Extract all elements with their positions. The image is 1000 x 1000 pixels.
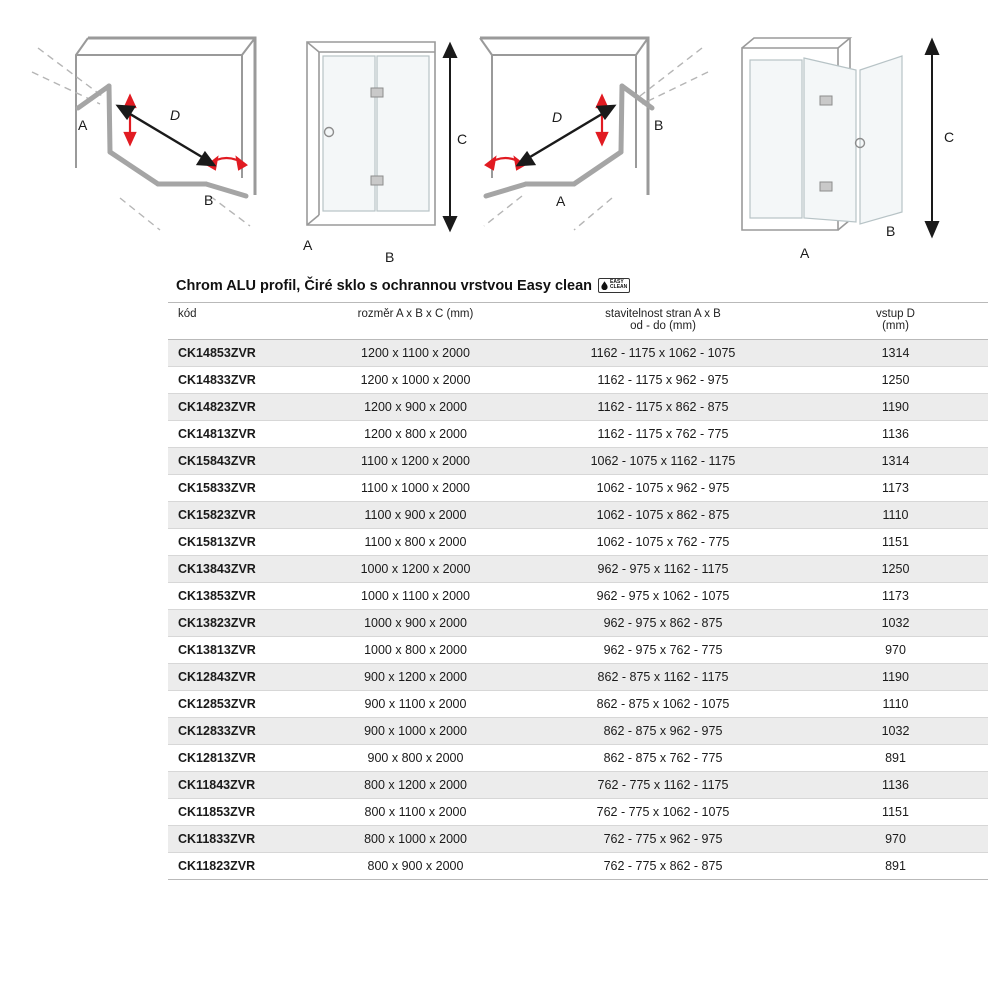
cell-size: 1100 x 1200 x 2000 <box>308 448 523 475</box>
cell-size: 800 x 1100 x 2000 <box>308 799 523 826</box>
cell-adjustability: 862 - 875 x 1062 - 1075 <box>523 691 803 718</box>
table-row <box>168 367 988 394</box>
table-header-row <box>168 303 988 340</box>
table-row <box>168 394 988 421</box>
table-row <box>168 475 988 502</box>
cell-entry: 1314 <box>803 340 988 367</box>
cell-entry: 1250 <box>803 367 988 394</box>
diagram1-label-d: D <box>170 107 181 123</box>
cell-adjustability: 862 - 875 x 962 - 975 <box>523 718 803 745</box>
cell-code: CK14823ZVR <box>168 394 308 421</box>
cell-code: CK14813ZVR <box>168 421 308 448</box>
cell-size: 900 x 800 x 2000 <box>308 745 523 772</box>
table-row <box>168 556 988 583</box>
cell-size: 800 x 1000 x 2000 <box>308 826 523 853</box>
cell-adjustability: 962 - 975 x 1162 - 1175 <box>523 556 803 583</box>
diagram1-label-a: A <box>78 117 88 133</box>
diagram2-label-a: A <box>303 237 313 253</box>
table-body <box>168 340 988 880</box>
diagram2-label-c: C <box>457 131 468 147</box>
cell-entry: 1190 <box>803 394 988 421</box>
cell-adjustability: 1162 - 1175 x 762 - 775 <box>523 421 803 448</box>
cell-adjustability: 1062 - 1075 x 762 - 775 <box>523 529 803 556</box>
cell-adjustability: 1062 - 1075 x 962 - 975 <box>523 475 803 502</box>
products-table <box>168 302 988 880</box>
easy-clean-badge <box>598 278 630 293</box>
diagram1-label-b: B <box>204 192 214 208</box>
table-row <box>168 637 988 664</box>
cell-size: 1000 x 1100 x 2000 <box>308 583 523 610</box>
cell-adjustability: 962 - 975 x 1062 - 1075 <box>523 583 803 610</box>
table-row <box>168 529 988 556</box>
diagram4-label-c: C <box>944 129 955 145</box>
cell-size: 1100 x 800 x 2000 <box>308 529 523 556</box>
cell-code: CK13843ZVR <box>168 556 308 583</box>
header-adjustability-line1: stavitelnost stran A x B <box>605 308 721 320</box>
cell-size: 1100 x 1000 x 2000 <box>308 475 523 502</box>
table-row <box>168 448 988 475</box>
cell-entry: 1314 <box>803 448 988 475</box>
cell-code: CK12833ZVR <box>168 718 308 745</box>
cell-entry: 970 <box>803 826 988 853</box>
cell-entry: 1136 <box>803 772 988 799</box>
cell-adjustability: 1062 - 1075 x 1162 - 1175 <box>523 448 803 475</box>
cell-adjustability: 762 - 775 x 862 - 875 <box>523 853 803 880</box>
table-row <box>168 826 988 853</box>
cell-size: 1100 x 900 x 2000 <box>308 502 523 529</box>
cell-size: 1000 x 1200 x 2000 <box>308 556 523 583</box>
cell-size: 800 x 1200 x 2000 <box>308 772 523 799</box>
cell-adjustability: 862 - 875 x 762 - 775 <box>523 745 803 772</box>
table-row <box>168 502 988 529</box>
cell-adjustability: 962 - 975 x 862 - 875 <box>523 610 803 637</box>
cell-adjustability: 862 - 875 x 1162 - 1175 <box>523 664 803 691</box>
cell-code: CK14833ZVR <box>168 367 308 394</box>
table-title-row <box>168 272 988 302</box>
table-row <box>168 718 988 745</box>
diagram4-label-a: A <box>800 245 810 261</box>
cell-adjustability: 962 - 975 x 762 - 775 <box>523 637 803 664</box>
cell-code: CK11823ZVR <box>168 853 308 880</box>
diagram-front-view-left <box>285 0 470 268</box>
header-adjustability <box>523 303 803 340</box>
table-row <box>168 610 988 637</box>
cell-entry: 891 <box>803 853 988 880</box>
cell-entry: 1190 <box>803 664 988 691</box>
diagram-top-view-left <box>10 0 280 268</box>
cell-size: 1200 x 900 x 2000 <box>308 394 523 421</box>
cell-adjustability: 1162 - 1175 x 1062 - 1075 <box>523 340 803 367</box>
table-head <box>168 303 988 340</box>
table-title: Chrom ALU profil, Čiré sklo s ochrannou vrstvou Easy clean <box>176 278 593 294</box>
cell-entry: 1173 <box>803 475 988 502</box>
cell-adjustability: 1162 - 1175 x 962 - 975 <box>523 367 803 394</box>
cell-adjustability: 762 - 775 x 962 - 975 <box>523 826 803 853</box>
diagram3-label-d: D <box>552 109 563 125</box>
cell-size: 800 x 900 x 2000 <box>308 853 523 880</box>
cell-code: CK15833ZVR <box>168 475 308 502</box>
cell-entry: 970 <box>803 637 988 664</box>
diagram3-label-b: B <box>654 117 664 133</box>
header-entry-line1: vstup D <box>876 308 915 320</box>
cell-size: 900 x 1100 x 2000 <box>308 691 523 718</box>
diagram3-label-a: A <box>556 193 566 209</box>
header-adjustability-line2: od - do (mm) <box>630 320 696 332</box>
header-code: kód <box>168 303 308 340</box>
cell-size: 1200 x 800 x 2000 <box>308 421 523 448</box>
cell-entry: 1151 <box>803 529 988 556</box>
cell-size: 1200 x 1000 x 2000 <box>308 367 523 394</box>
spec-table-section <box>168 272 988 880</box>
diagram-front-view-right <box>720 0 990 268</box>
cell-code: CK13823ZVR <box>168 610 308 637</box>
cell-code: CK14853ZVR <box>168 340 308 367</box>
cell-adjustability: 762 - 775 x 1062 - 1075 <box>523 799 803 826</box>
cell-code: CK11853ZVR <box>168 799 308 826</box>
table-row <box>168 691 988 718</box>
cell-entry: 1032 <box>803 718 988 745</box>
badge-line-1: EASY <box>610 278 624 285</box>
diagram-strip <box>0 0 1000 268</box>
header-size: rozměr A x B x C (mm) <box>308 303 523 340</box>
cell-size: 900 x 1000 x 2000 <box>308 718 523 745</box>
diagram2-label-b: B <box>385 249 395 265</box>
diagram4-label-b: B <box>886 223 896 239</box>
cell-size: 1000 x 900 x 2000 <box>308 610 523 637</box>
cell-code: CK13853ZVR <box>168 583 308 610</box>
table-row <box>168 664 988 691</box>
table-row <box>168 583 988 610</box>
cell-adjustability: 1062 - 1075 x 862 - 875 <box>523 502 803 529</box>
cell-adjustability: 762 - 775 x 1162 - 1175 <box>523 772 803 799</box>
cell-entry: 1151 <box>803 799 988 826</box>
header-entry-line2: (mm) <box>882 320 909 332</box>
table-row <box>168 421 988 448</box>
table-row <box>168 745 988 772</box>
cell-code: CK15813ZVR <box>168 529 308 556</box>
cell-code: CK13813ZVR <box>168 637 308 664</box>
table-row <box>168 340 988 367</box>
cell-entry: 1250 <box>803 556 988 583</box>
cell-code: CK11843ZVR <box>168 772 308 799</box>
table-row <box>168 799 988 826</box>
cell-code: CK15823ZVR <box>168 502 308 529</box>
table-row <box>168 772 988 799</box>
cell-code: CK12853ZVR <box>168 691 308 718</box>
cell-size: 1200 x 1100 x 2000 <box>308 340 523 367</box>
cell-entry: 891 <box>803 745 988 772</box>
cell-entry: 1110 <box>803 691 988 718</box>
badge-line-2: CLEAN <box>610 284 628 290</box>
cell-entry: 1110 <box>803 502 988 529</box>
cell-entry: 1032 <box>803 610 988 637</box>
cell-size: 1000 x 800 x 2000 <box>308 637 523 664</box>
cell-entry: 1136 <box>803 421 988 448</box>
cell-code: CK12813ZVR <box>168 745 308 772</box>
cell-code: CK12843ZVR <box>168 664 308 691</box>
cell-size: 900 x 1200 x 2000 <box>308 664 523 691</box>
header-entry <box>803 303 988 340</box>
cell-entry: 1173 <box>803 583 988 610</box>
table-row <box>168 853 988 880</box>
diagram-top-view-right <box>470 0 720 268</box>
cell-code: CK15843ZVR <box>168 448 308 475</box>
cell-code: CK11833ZVR <box>168 826 308 853</box>
cell-adjustability: 1162 - 1175 x 862 - 875 <box>523 394 803 421</box>
water-drop-icon <box>601 281 608 290</box>
